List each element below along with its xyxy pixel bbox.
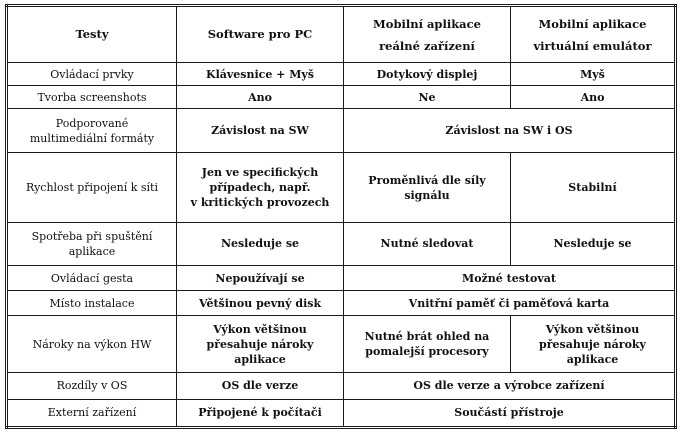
- software-pc-cell-line: přesahuje nároky: [206, 337, 314, 351]
- row-label-cell: [7, 373, 177, 399]
- header-mobile-emulator-line-1: Mobilní aplikace: [538, 16, 647, 31]
- row-label-cell-line: Rozdíly v OS: [56, 379, 128, 393]
- header-mobile-emulator-line-2: virtuální emulátor: [533, 38, 652, 53]
- header-software-pc: [177, 6, 344, 63]
- header-mobile-emulator: [511, 6, 676, 63]
- software-pc-cell-line: Jen ve specifických: [201, 166, 319, 180]
- mobile-merged-cell-line: OS dle verze a výrobce zařízení: [413, 379, 605, 393]
- row-label-cell-line: aplikace: [68, 244, 116, 258]
- row-label-cell-line: Spotřeba při spuštění: [31, 229, 153, 243]
- software-pc-cell: [177, 399, 344, 427]
- row-label-cell: [7, 63, 177, 86]
- mobile-emulator-cell-line: Myš: [580, 67, 605, 81]
- row-label-cell-line: Nároky na výkon HW: [32, 337, 152, 351]
- mobile-merged-cell-line: Vnitřní paměť či paměťová karta: [408, 296, 610, 310]
- table-row: [7, 109, 676, 153]
- mobile-merged-cell-line: Závislost na SW i OS: [445, 124, 573, 138]
- row-label-cell: [7, 291, 177, 316]
- mobile-merged-cell-line: Součástí přístroje: [454, 406, 564, 420]
- mobile-emulator-cell: [511, 222, 676, 265]
- mobile-real-cell: [344, 222, 511, 265]
- software-pc-cell-line: Nepoužívají se: [215, 271, 305, 285]
- table-row: [7, 86, 676, 109]
- software-pc-cell-line: Závislost na SW: [211, 124, 309, 138]
- comparison-table-frame: [5, 4, 674, 429]
- mobile-emulator-cell: [511, 86, 676, 109]
- mobile-real-cell: [344, 63, 511, 86]
- mobile-emulator-cell: [511, 316, 676, 373]
- mobile-merged-cell: [344, 266, 676, 291]
- mobile-emulator-cell-line: Výkon většinou: [545, 322, 640, 336]
- software-pc-cell: [177, 222, 344, 265]
- header-testy: [7, 6, 177, 63]
- mobile-merged-cell-line: Možné testovat: [462, 271, 556, 285]
- mobile-merged-cell: [344, 291, 676, 316]
- table-row: [7, 316, 676, 373]
- software-pc-cell: [177, 373, 344, 399]
- mobile-real-cell-line: pomalejší procesory: [365, 345, 489, 359]
- row-label-cell-line: Rychlost připojení k síti: [25, 181, 159, 195]
- header-mobile-real-line-2: reálné zařízení: [379, 38, 475, 53]
- row-label-cell-line: Místo instalace: [49, 296, 135, 310]
- table-row: [7, 266, 676, 291]
- table-body: [7, 63, 676, 428]
- header-testy-text: Testy: [75, 27, 109, 41]
- row-label-cell-line: Externí zařízení: [47, 406, 137, 420]
- mobile-emulator-cell-line: Stabilní: [568, 181, 617, 195]
- software-pc-cell-line: Ano: [248, 90, 272, 104]
- table-row: [7, 373, 676, 399]
- table-row: [7, 222, 676, 265]
- software-pc-cell: [177, 86, 344, 109]
- row-label-cell: [7, 399, 177, 427]
- mobile-merged-cell: [344, 109, 676, 153]
- table-row: [7, 399, 676, 427]
- mobile-emulator-cell-line: Nesleduje se: [553, 237, 632, 251]
- header-software-pc-text: Software pro PC: [207, 27, 313, 41]
- row-label-cell-line: Tvorba screenshots: [37, 90, 147, 104]
- table-row: [7, 291, 676, 316]
- mobile-real-cell-line: Proměnlivá dle síly: [368, 173, 486, 187]
- row-label-cell-line: Podporované: [55, 116, 129, 130]
- mobile-emulator-cell-line: přesahuje nároky: [539, 337, 646, 351]
- mobile-real-cell-line: signálu: [404, 188, 450, 202]
- software-pc-cell: [177, 266, 344, 291]
- mobile-real-cell-line: Ne: [418, 90, 436, 104]
- mobile-merged-cell: [344, 399, 676, 427]
- row-label-cell-line: Ovládací gesta: [50, 271, 134, 285]
- row-label-cell: [7, 316, 177, 373]
- mobile-real-cell: [344, 316, 511, 373]
- row-label-cell: [7, 109, 177, 153]
- row-label-cell: [7, 86, 177, 109]
- mobile-emulator-cell: [511, 63, 676, 86]
- software-pc-cell-line: v kritických provozech: [190, 196, 330, 210]
- mobile-real-cell-line: Dotykový displej: [376, 67, 478, 81]
- software-pc-cell-line: Výkon většinou: [213, 322, 307, 336]
- header-mobile-real-line-1: Mobilní aplikace: [373, 16, 481, 31]
- row-label-cell: [7, 266, 177, 291]
- software-pc-cell: [177, 291, 344, 316]
- table-row: [7, 153, 676, 222]
- software-pc-cell: [177, 153, 344, 222]
- mobile-real-cell-line: Nutné sledovat: [380, 237, 474, 251]
- mobile-emulator-cell: [511, 153, 676, 222]
- mobile-real-cell: [344, 153, 511, 222]
- software-pc-cell-line: aplikace: [234, 352, 286, 366]
- mobile-real-cell-line: Nutné brát ohled na: [364, 330, 490, 344]
- row-label-cell: [7, 153, 177, 222]
- comparison-table: [5, 4, 677, 429]
- software-pc-cell-line: Většinou pevný disk: [198, 296, 322, 310]
- row-label-cell-line: Ovládací prvky: [50, 67, 134, 81]
- software-pc-cell-line: Nesleduje se: [220, 237, 300, 251]
- header-mobile-real: [344, 6, 511, 63]
- software-pc-cell-line: Připojené k počítači: [198, 406, 322, 420]
- mobile-emulator-cell-line: aplikace: [566, 352, 619, 366]
- table-row: [7, 63, 676, 86]
- row-label-cell-line: multimediální formáty: [29, 131, 155, 145]
- software-pc-cell: [177, 109, 344, 153]
- software-pc-cell-line: Klávesnice + Myš: [206, 67, 314, 81]
- software-pc-cell: [177, 316, 344, 373]
- header-row: [7, 6, 676, 63]
- software-pc-cell-line: případech, např.: [209, 181, 311, 195]
- row-label-cell: [7, 222, 177, 265]
- mobile-real-cell: [344, 86, 511, 109]
- mobile-emulator-cell-line: Ano: [580, 90, 605, 104]
- mobile-merged-cell: [344, 373, 676, 399]
- software-pc-cell-line: OS dle verze: [221, 379, 299, 393]
- software-pc-cell: [177, 63, 344, 86]
